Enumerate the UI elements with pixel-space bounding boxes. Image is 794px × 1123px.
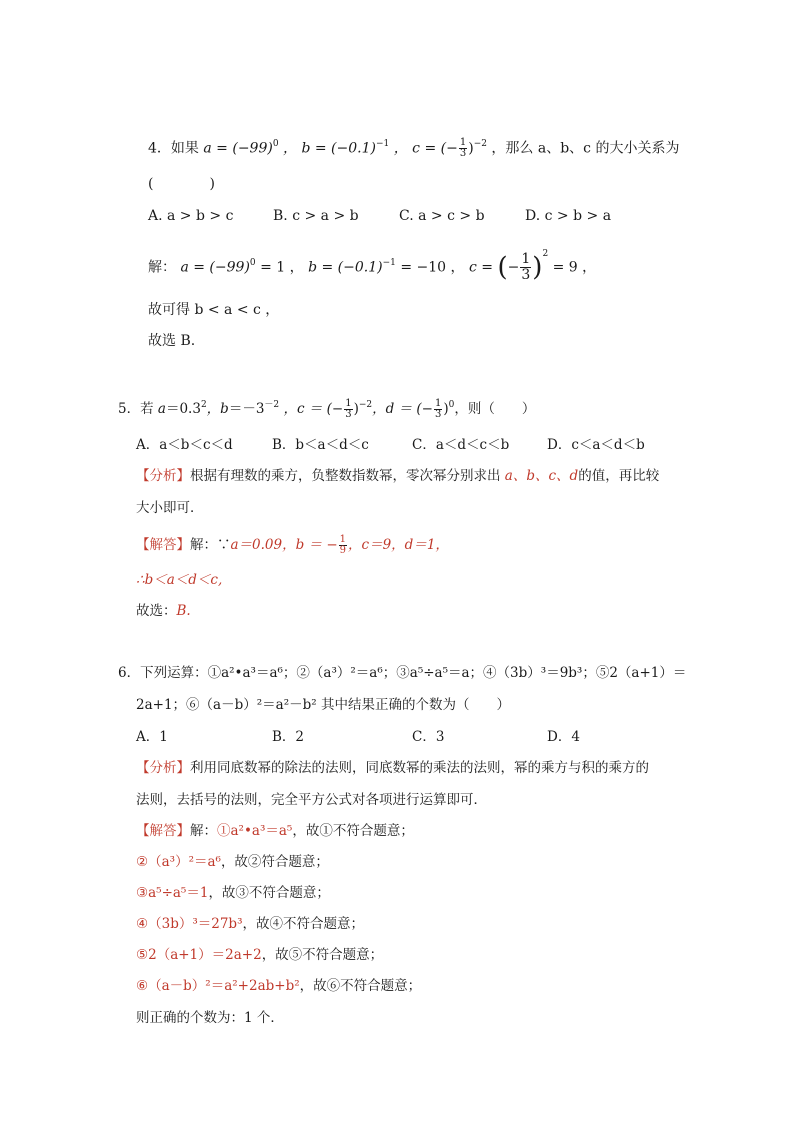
q4-a-expr: a = (−99)	[203, 140, 273, 157]
q4-prefix: 4．如果	[148, 140, 199, 157]
q4-sol-c: c =	[468, 259, 498, 276]
q5-analysis-tag: 【分析】	[136, 468, 190, 484]
q6-step-3: ③a⁵÷a⁵＝1，故③不符合题意；	[136, 885, 330, 901]
q5-stem: 5．若 $a=0.3^2$，$b=-3^{-2}$ ，c ＝ (− $\frac{1}{3}$ )$^{-2}$，d ＝ (− $\frac{1}{3}$ )$^0$，则（ ）	[118, 398, 536, 420]
q6-analysis-line-1: 【分析】利用同底数幂的除法的法则，同底数幂的乘法的法则，幂的乘方与积的乘方的	[136, 760, 649, 776]
q5-analysis-line-2: 大小即可．	[136, 500, 204, 516]
q6-option-c: C．3	[412, 729, 445, 745]
q4-sol-b-exp: −1	[382, 257, 396, 268]
q4-option-c: C. a > c > b	[399, 208, 485, 224]
q4-solution-prefix: 解：	[148, 259, 176, 276]
q4-sol-c-val: = 9 ，	[548, 259, 597, 276]
q4-answer-blank: ( )	[148, 176, 215, 192]
q4-sol-c-exp: 2	[542, 248, 549, 259]
q4-b-expr: ， b = (−0.1)	[283, 140, 376, 157]
q5-therefore: ∴b＜a＜d＜c,	[136, 572, 223, 588]
q6-step-4: ④（3b）³＝27b³，故④不符合题意；	[136, 916, 364, 932]
q4-conclusion: 故可得 b < a < c ，	[148, 302, 280, 318]
q4-option-b: B. c > a > b	[273, 208, 359, 224]
q4-option-d: D. c > b > a	[525, 208, 612, 224]
q5-option-b: B．b＜a＜d＜c	[272, 437, 369, 453]
q4-c-exp: −2	[473, 138, 487, 149]
q6-option-a: A．1	[136, 729, 168, 745]
q6-stem-line-1: 6．下列运算：①a²•a³＝a⁶；②（a³）²＝a⁶；③a⁵÷a⁵＝a；④（3b）³＝9b³；⑤2（a+1）＝	[118, 665, 687, 681]
q5-option-c: C．a＜d＜c＜b	[412, 437, 510, 453]
q6-step-1-expr: ①a²•a³＝a⁵	[217, 823, 293, 839]
q6-analysis-tag: 【分析】	[136, 760, 190, 776]
q5-answer: 【解答】解：∵a＝0.09，b ＝ − $\frac{1}{9}$ ，c＝9，d＝1，	[136, 534, 449, 556]
q4-sol-a-exp: 0	[249, 257, 256, 268]
q6-step-6: ⑥（a－b）²＝a²+2ab+b²，故⑥不符合题意；	[136, 978, 422, 994]
q6-step-2: ②（a³）²＝a⁶，故②符合题意；	[136, 854, 329, 870]
q4-sol-b-val: = −10 ，	[395, 259, 465, 276]
q4-option-a: A. a > b > c	[148, 208, 234, 224]
q5-answer-tag: 【解答】	[136, 537, 190, 553]
q6-analysis-line-2: 法则，去括号的法则，完全平方公式对各项进行运算即可．	[136, 792, 487, 808]
q5-answer-fraction: $\frac{1}{9}$	[339, 534, 347, 556]
q5-fraction-2: $\frac{1}{3}$	[434, 398, 442, 420]
q4-a-exp: 0	[272, 138, 279, 149]
q6-step-5: ⑤2（a+1）＝2a+2，故⑤不符合题意；	[136, 947, 384, 963]
q4-sol-c-fraction: $\frac{1}{3}$	[521, 251, 531, 283]
q6-option-d: D．4	[547, 729, 580, 745]
q6-answer: 【解答】解：①a²•a³＝a⁵，故①不符合题意；	[136, 823, 414, 839]
q6-stem-line-2: 2a+1；⑥（a－b）²＝a²－b² 其中结果正确的个数为（ ）	[136, 697, 510, 713]
q4-suffix: ，那么 a、b、c 的大小关系为	[491, 140, 680, 157]
q4-choice: 故选 B.	[148, 333, 196, 349]
q4-c-fraction: $\frac{1}{3}$	[459, 137, 467, 159]
q4-c-expr: ， c = (−	[393, 140, 458, 157]
q4-sol-b: b = (−0.1)	[308, 259, 383, 276]
q5-fraction-1: $\frac{1}{3}$	[345, 398, 352, 420]
q4-stem: 4．如果 $a = (-99)^0$ ， $b = (-0.1)^{-1}$ ， c = (− $\frac{1}{3}$ )$^{-2}$ ，那么 a、b、c 的大小关系为	[148, 137, 680, 159]
q4-b-exp: −1	[375, 138, 390, 149]
q6-answer-tag: 【解答】	[136, 823, 190, 839]
q4-sol-a-val: = 1 ，	[255, 259, 304, 276]
q6-final: 则正确的个数为：1 个．	[136, 1010, 284, 1026]
q5-analysis-line-1: 【分析】根据有理数的乘方，负整数指数幂，零次幂分别求出 a、b、c、d的值，再比较	[136, 468, 660, 484]
q4-solution: 解： $a = (-99)^0 = 1$ ， $b = (-0.1)^{-1} = -10$ ， c = (− $\frac{1}{3}$ )$^2$ = 9 ，	[148, 248, 597, 283]
q5-option-d: D．c＜a＜d＜b	[547, 437, 645, 453]
q5-choice: 故选：B.	[136, 603, 191, 619]
q6-option-b: B．2	[272, 729, 305, 745]
q5-prefix: 5．若	[118, 401, 158, 417]
q5-option-a: A．a＜b＜c＜d	[136, 437, 233, 453]
q6-step-1-note: ，故①不符合题意；	[292, 823, 414, 839]
q4-sol-a: a = (−99)	[180, 259, 250, 276]
